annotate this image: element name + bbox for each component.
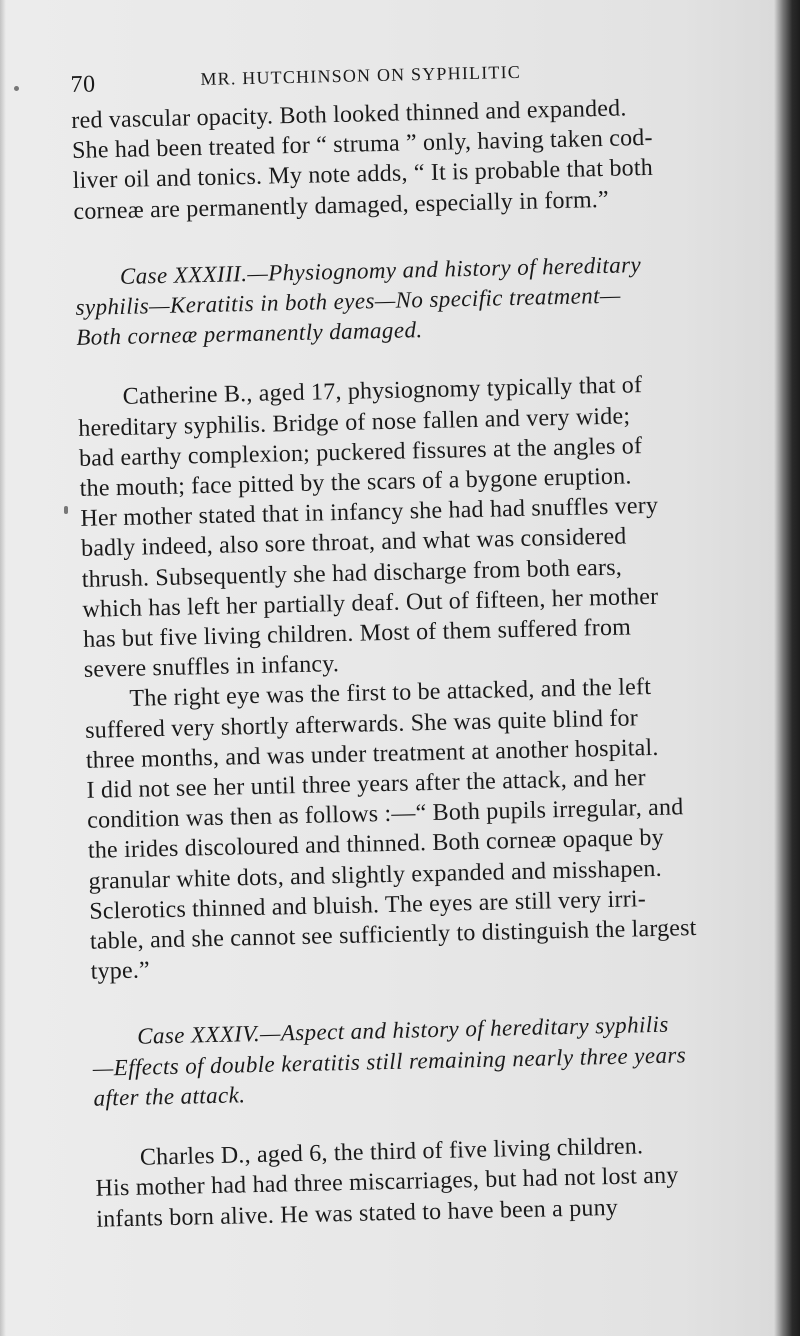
text-line: hereditary syphilis. Bridge of nose fallen and very wide; <box>78 403 631 442</box>
text-line: which has left her partially deaf. Out of fifteen, her mother <box>82 583 659 623</box>
text-line: the irides discoloured and thinned. Both corneæ opaque by <box>87 825 665 865</box>
text-line: Catherine B., aged 17, physiognomy typically that of <box>122 372 643 411</box>
continued-paragraph <box>71 90 764 226</box>
text-line: the mouth; face pitted by the scars of a bygone eruption. <box>79 463 632 502</box>
page-header <box>70 44 761 98</box>
page-content <box>70 44 788 1299</box>
heading-line: Both corneæ permanently damaged. <box>76 317 423 351</box>
text-line: thrush. Subsequently she had discharge from both ears, <box>81 554 623 593</box>
text-line: liver oil and tonics. My note adds, “ It is probable that both <box>72 155 654 195</box>
heading-line: Case XXXIV.—Aspect and history of hereditary syphilis <box>136 1012 669 1050</box>
case-34-heading <box>92 1008 784 1114</box>
text-line: She had been treated for “ struma ” only, having taken cod- <box>71 125 653 165</box>
text-line: His mother had had three miscarriages, but had not lost any <box>95 1162 679 1203</box>
text-line: corneæ are permanently damaged, especially in form.” <box>73 186 610 225</box>
case-33-heading <box>75 247 767 353</box>
text-line: Sclerotics thinned and bluish. The eyes are still very irri- <box>89 886 647 925</box>
text-line: Her mother stated that in infancy she had had snuffles very <box>80 493 659 533</box>
heading-line: syphilis—Keratitis in both eyes—No specific treatment— <box>75 282 621 320</box>
margin-speck <box>14 86 19 91</box>
text-line: Charles D., aged 6, the third of five living children. <box>139 1133 644 1171</box>
text-line: granular white dots, and slightly expanded and misshapen. <box>88 855 663 895</box>
text-line: infants born alive. He was stated to have been a puny <box>96 1194 619 1233</box>
text-line: red vascular opacity. Both looked thinned and expanded. <box>71 95 627 134</box>
heading-line: after the attack. <box>93 1082 246 1111</box>
text-line: table, and she cannot see sufficiently to distinguish the largest <box>89 915 697 955</box>
text-line: three months, and was under treatment at another hospital. <box>85 734 659 774</box>
margin-speck <box>64 506 68 514</box>
text-line: condition was then as follows :—“ Both pupils irregular, and <box>86 794 684 835</box>
text-line: bad earthy complexion; puckered fissures at the angles of <box>78 432 643 472</box>
case-33-paragraph-2 <box>84 670 781 988</box>
page-number: 70 <box>70 71 96 98</box>
case-33-paragraph-1 <box>77 368 774 686</box>
text-line: suffered very shortly afterwards. She was quite blind for <box>84 704 639 744</box>
heading-line: Case XXXIII.—Physiognomy and history of hereditary <box>119 251 642 289</box>
text-line: badly indeed, also sore throat, and what was considered <box>80 523 627 563</box>
running-head: MR. HUTCHINSON ON SYPHILITIC <box>200 61 522 90</box>
case-34-paragraph-1 <box>95 1128 787 1234</box>
text-line: The right eye was the first to be attacked, and the left <box>129 674 652 713</box>
text-line: severe snuffles in infancy. <box>83 651 340 684</box>
heading-line: —Effects of double keratitis still remaining nearly three years <box>92 1041 687 1081</box>
text-line: has but five living children. Most of them suffered from <box>82 614 632 653</box>
text-line: I did not see her until three years after the attack, and her <box>86 765 647 804</box>
text-line: type.” <box>90 957 151 986</box>
